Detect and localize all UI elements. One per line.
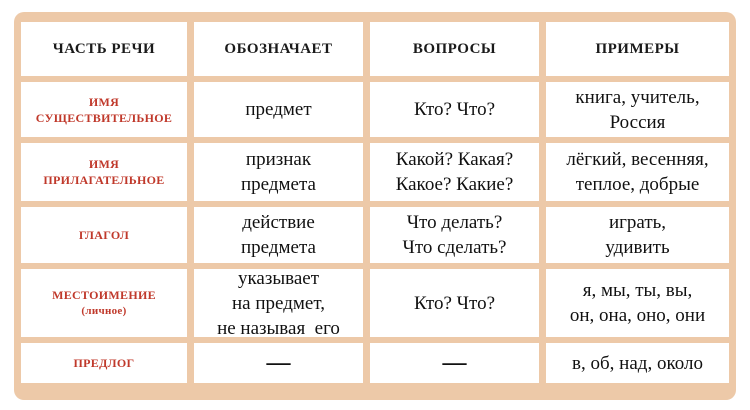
verb-examples-line-1: играть, bbox=[608, 212, 667, 233]
adjective-examples bbox=[546, 143, 729, 201]
pronoun-examples-line-2: он, она, оно, они bbox=[569, 305, 706, 326]
preposition-denotes-dash: — bbox=[266, 349, 291, 376]
verb-denotes-line-2: предмета bbox=[241, 237, 316, 258]
header-part-of-speech: ЧАСТЬ РЕЧИ bbox=[21, 22, 187, 76]
adjective-examples-line-2: теплое, добрые bbox=[575, 174, 700, 195]
adjective-questions-line-2: Какое? Какие? bbox=[395, 174, 514, 195]
adjective-denotes-line-1: признак bbox=[245, 149, 312, 170]
verb-questions bbox=[370, 207, 539, 263]
part-noun-line-2: СУЩЕСТВИТЕЛЬНОЕ bbox=[35, 110, 173, 125]
preposition-examples bbox=[546, 343, 729, 383]
pronoun-questions bbox=[370, 269, 539, 337]
pronoun-denotes-line-2: на предмет, bbox=[232, 292, 325, 314]
verb-examples-line-2: удивить bbox=[605, 237, 670, 258]
noun-examples bbox=[546, 82, 729, 137]
header-denotes: ОБОЗНАЧАЕТ bbox=[194, 22, 363, 76]
part-adjective-line-1: ИМЯ bbox=[88, 157, 120, 171]
pronoun-examples bbox=[546, 269, 729, 337]
preposition-examples-line-1: в, об, над, около bbox=[572, 352, 703, 374]
part-pronoun-line-1: МЕСТОИМЕНИЕ bbox=[52, 288, 156, 302]
pronoun-denotes bbox=[194, 269, 363, 337]
verb-questions-line-1: Что делать? bbox=[406, 212, 503, 233]
part-adjective-line-2: ПРИЛАГАТЕЛЬНОЕ bbox=[43, 173, 165, 187]
adjective-questions-line-1: Какой? Какая? bbox=[395, 149, 514, 170]
noun-questions bbox=[370, 82, 539, 137]
header-examples: ПРИМЕРЫ bbox=[546, 22, 729, 76]
pronoun-questions-line-1: Кто? Что? bbox=[413, 292, 496, 314]
part-preposition-line-1: ПРЕДЛОГ bbox=[73, 356, 135, 370]
noun-denotes bbox=[194, 82, 363, 137]
part-noun-line-1: ИМЯ bbox=[88, 94, 120, 109]
verb-denotes bbox=[194, 207, 363, 263]
verb-denotes-line-1: действие bbox=[242, 212, 315, 233]
part-preposition bbox=[21, 343, 187, 383]
preposition-questions bbox=[370, 343, 539, 383]
pronoun-denotes-line-1: указывает bbox=[237, 267, 320, 289]
part-adjective bbox=[21, 143, 187, 201]
part-noun bbox=[21, 82, 187, 137]
part-pronoun bbox=[21, 269, 187, 337]
noun-examples-line-2: Россия bbox=[609, 111, 666, 133]
preposition-denotes bbox=[194, 343, 363, 383]
adjective-denotes bbox=[194, 143, 363, 201]
part-verb-line-1: ГЛАГОЛ bbox=[78, 228, 130, 242]
pronoun-denotes-line-3: не называя его bbox=[217, 317, 340, 339]
adjective-examples-line-1: лёгкий, весенняя, bbox=[566, 149, 709, 170]
part-pronoun-line-2: (личное) bbox=[81, 305, 127, 317]
part-verb bbox=[21, 207, 187, 263]
preposition-questions-dash: — bbox=[442, 349, 467, 376]
parts-of-speech-table bbox=[21, 19, 729, 393]
adjective-denotes-line-2: предмета bbox=[241, 174, 316, 195]
noun-denotes-line-1: предмет bbox=[245, 99, 312, 120]
verb-examples bbox=[546, 207, 729, 263]
header-questions: ВОПРОСЫ bbox=[370, 22, 539, 76]
verb-questions-line-2: Что сделать? bbox=[402, 237, 507, 258]
noun-examples-line-1: книга, учитель, bbox=[575, 86, 700, 108]
adjective-questions bbox=[370, 143, 539, 201]
noun-questions-line-1: Кто? Что? bbox=[413, 99, 496, 120]
pronoun-examples-line-1: я, мы, ты, вы, bbox=[582, 280, 693, 301]
